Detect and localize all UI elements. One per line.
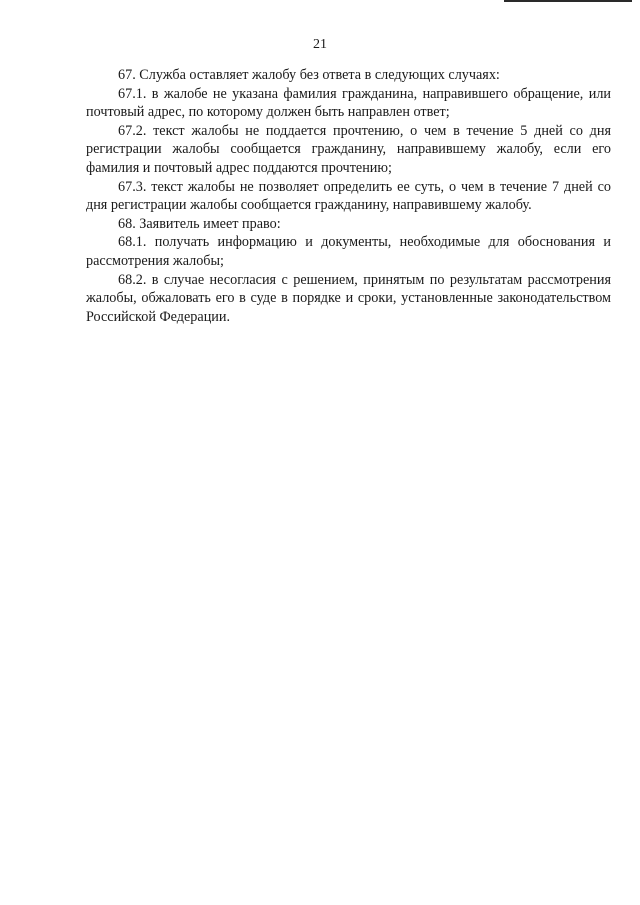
scan-edge-line [504,0,632,2]
paragraph-68-2: 68.2. в случае несогласия с решением, принятым по результатам рассмотрения жалобы, обжаловать его в суде в порядке и сроки, установленные законодательством Российской Федерации. [86,271,611,325]
paragraph-67-3: 67.3. текст жалобы не позволяет определить ее суть, о чем в течение 7 дней со дня регистрации жалобы сообщается гражданину, направившему жалобу. [86,178,611,214]
paragraph-68: 68. Заявитель имеет право: [118,215,281,232]
paragraph-68-1: 68.1. получать информацию и документы, необходимые для обоснования и рассмотрения жалобы; [86,234,611,269]
document-body [86,66,611,326]
paragraph-67-1: 67.1. в жалобе не указана фамилия гражданина, направившего обращение, или почтовый адрес, по которому должен быть направлен ответ; [86,85,611,121]
page-number: 21 [313,37,327,52]
paragraph-67-2: 67.2. текст жалобы не поддается прочтению, о чем в течение 5 дней со дня регистрации жалобы сообщается гражданину, направившему жалобу, если его фамилия и почтовый адрес поддаются прочтению; [86,122,611,176]
paragraph-67: 67. Служба оставляет жалобу без ответа в следующих случаях: [118,67,500,83]
